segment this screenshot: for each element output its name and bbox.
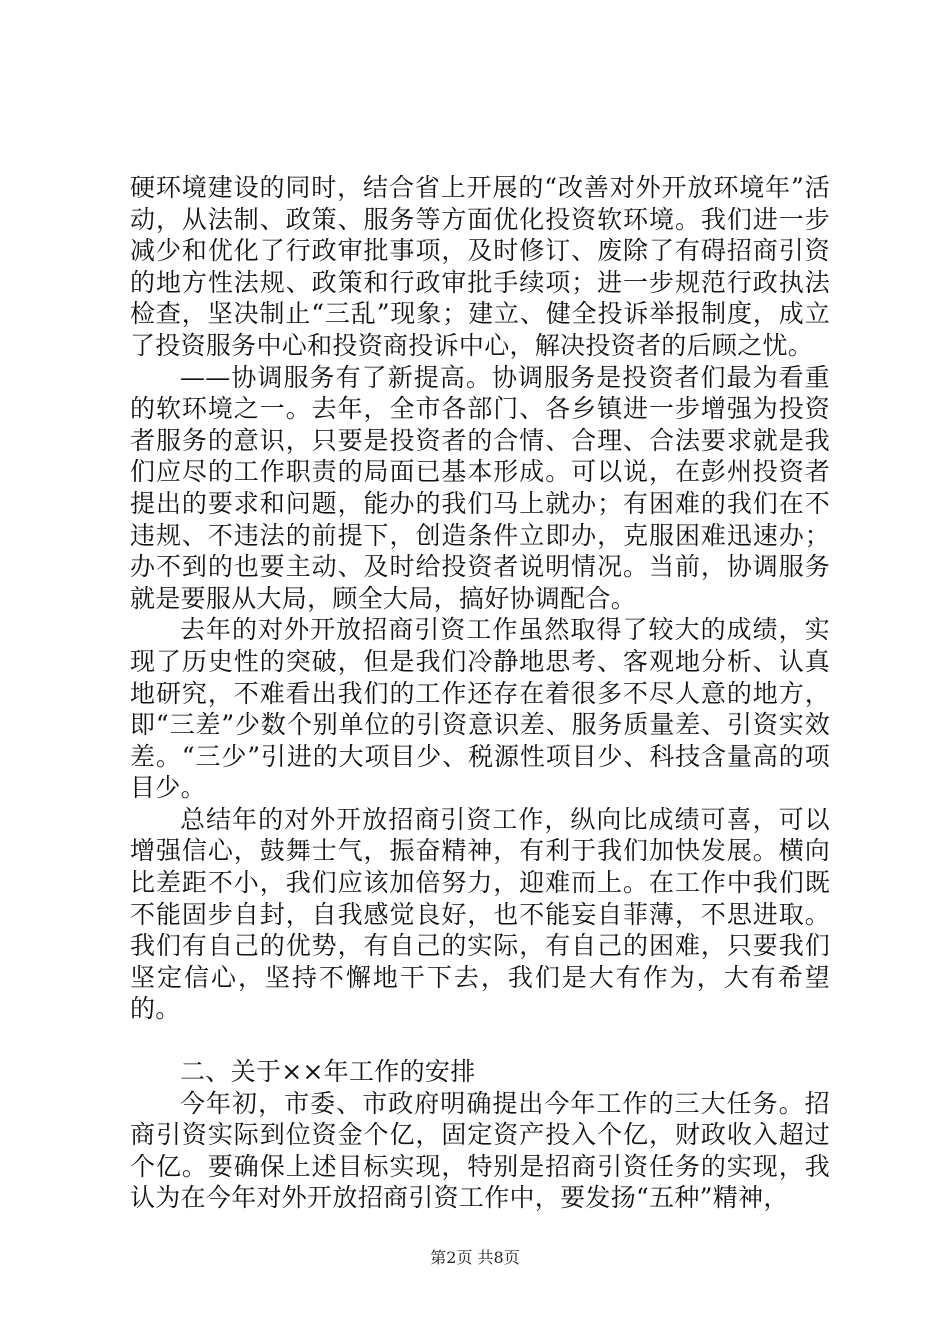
section-heading-work-arrangement: 二、关于××年工作的安排	[180, 1057, 476, 1087]
paragraph-three-tasks: 今年初，市委、市政府明确提出今年工作的三大任务。招商引资实际到位资金个亿，固定资产投入个亿，财政收入超过个亿。要确保上述目标实现，特别是招商引资任务的实现，我认为在今年对外开放招商引资工作中，要发扬“五种”精神，	[130, 1088, 830, 1213]
page-number-footer: 第2页 共8页	[430, 1248, 520, 1267]
paragraph-soft-environment-continued: 硬环境建设的同时，结合省上开展的“改善对外开放环境年”活动，从法制、政策、服务等方面优化投资软环境。我们进一步减少和优化了行政审批事项，及时修订、废除了有碍招商引资的地方性法规、政策和行政审批手续项；进一步规范行政执法检查，坚决制止“三乱”现象；建立、健全投诉举报制度，成立了投资服务中心和投资商投诉中心，解决投资者的后顾之忧。	[130, 173, 830, 360]
paragraph-coordination-service: ——协调服务有了新提高。协调服务是投资者们最为看重的软环境之一。去年，全市各部门、各乡镇进一步增强为投资者服务的意识，只要是投资者的合情、合理、合法要求就是我们应尽的工作职责的局面已基本形成。可以说，在彭州投资者提出的要求和问题，能办的我们马上就办；有困难的我们在不违规、不违法的前提下，创造条件立即办，克服困难迅速办；办不到的也要主动、及时给投资者说明情况。当前，协调服务就是要服从大局，顾全大局，搞好协调配合。	[130, 362, 830, 613]
document-body	[130, 172, 830, 1214]
paragraph-shortcomings: 去年的对外开放招商引资工作虽然取得了较大的成绩，实现了历史性的突破，但是我们冷静地思考、客观地分析、认真地研究，不难看出我们的工作还存在着很多不尽人意的地方，即“三差”少数个别单位的引资意识差、服务质量差、引资实效差。“三少”引进的大项目少、税源性项目少、科技含量高的项目少。	[130, 615, 830, 803]
paragraph-summary: 总结年的对外开放招商引资工作，纵向比成绩可喜，可以增强信心，鼓舞士气，振奋精神，有利于我们加快发展。横向比差距不小，我们应该加倍努力，迎难而上。在工作中我们既不能固步自封，自我感觉良好，也不能妄自菲薄，不思进取。我们有自己的优势，有自己的实际，有自己的困难，只要我们坚定信心，坚持不懈地干下去，我们是大有作为，大有希望的。	[130, 804, 830, 1024]
